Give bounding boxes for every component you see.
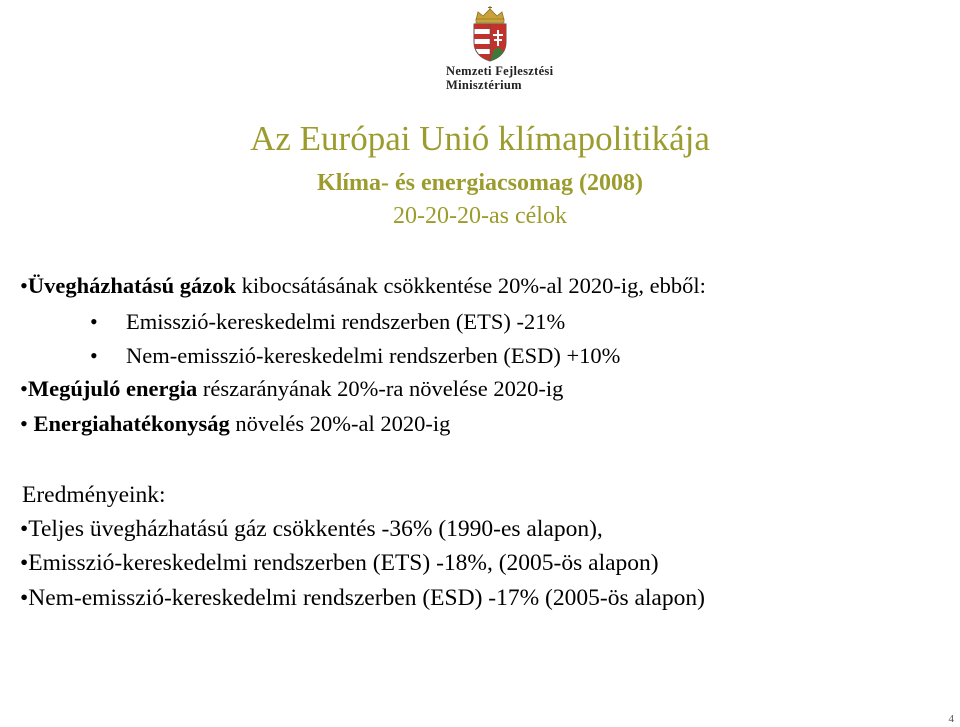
bullet: • — [90, 309, 98, 334]
bullet: • — [90, 343, 98, 368]
bullet: • — [20, 273, 28, 298]
target-item-ghg — [20, 271, 706, 301]
target-item-renewables — [20, 374, 563, 404]
ministry-logo — [446, 6, 596, 96]
result-item: •Teljes üvegházhatású gáz csökkentés -36% (1990-es alapon), — [20, 516, 603, 542]
ministry-name — [446, 64, 596, 92]
target-item-bold: Megújuló energia — [27, 376, 198, 401]
result-item: •Nem-emisszió-kereskedelmi rendszerben (ESD) -17% (2005-ös alapon) — [20, 585, 705, 611]
target-item-bold: Energiahatékonyság — [33, 411, 230, 436]
bullet: • — [20, 376, 28, 401]
ministry-name-line2: Minisztérium — [446, 78, 522, 92]
target-item-text: kibocsátásának csökkentése 20%-al 2020-ig, ebből: — [236, 273, 706, 298]
target-item-bold: Üvegházhatású gázok — [27, 273, 237, 298]
results-heading: Eredményeink: — [22, 482, 166, 508]
ministry-name-line1: Nemzeti Fejlesztési — [446, 64, 554, 78]
target-item-text: növelés 20%-al 2020-ig — [229, 411, 451, 436]
target-subitem-text: Emisszió-kereskedelmi rendszerben (ETS) -21% — [126, 309, 566, 334]
target-subitem-esd — [0, 341, 960, 371]
slide-title: Az Európai Unió klímapolitikája — [250, 119, 710, 158]
result-item: •Emisszió-kereskedelmi rendszerben (ETS) -18%, (2005-ös alapon) — [20, 550, 659, 576]
hungarian-coat-of-arms-icon — [468, 6, 512, 62]
target-item-text: részarányának 20%-ra növelése 2020-ig — [197, 376, 564, 401]
bullet: • — [20, 411, 34, 436]
page-number: 4 — [948, 713, 954, 725]
target-item-efficiency — [20, 409, 450, 439]
target-subitem-text: Nem-emisszió-kereskedelmi rendszerben (ESD) +10% — [126, 343, 621, 368]
slide-subtitle: Klíma- és energiacsomag (2008) — [317, 170, 643, 196]
slide-subtitle-targets: 20-20-20-as célok — [393, 203, 567, 229]
target-subitem-ets — [0, 307, 960, 337]
